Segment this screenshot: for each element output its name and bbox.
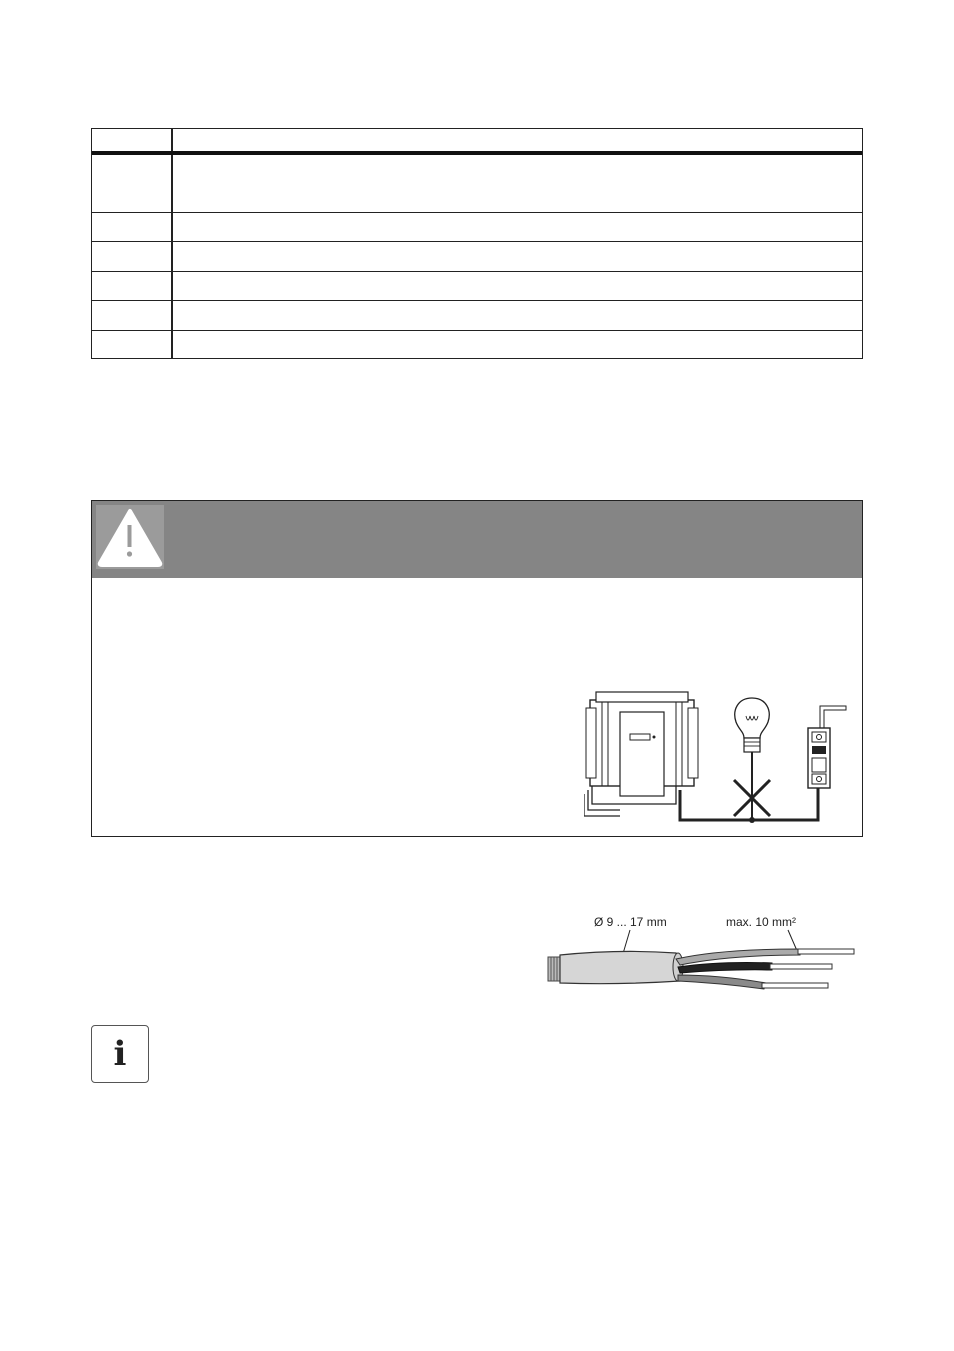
lamp-illustration bbox=[734, 698, 770, 823]
wiring-illustration bbox=[584, 686, 852, 826]
info-glyph: i bbox=[113, 1034, 127, 1074]
table-row bbox=[92, 272, 862, 301]
warning-triangle-icon bbox=[96, 505, 164, 569]
circuit-breaker-illustration bbox=[808, 706, 846, 788]
warning-box bbox=[91, 500, 863, 837]
info-icon bbox=[91, 1025, 149, 1083]
table-row bbox=[92, 331, 862, 358]
table-row bbox=[92, 159, 862, 213]
table-row bbox=[92, 301, 862, 331]
cable-illustration bbox=[540, 905, 860, 997]
table-header-row bbox=[92, 129, 862, 155]
cable-cross-section-label: max. 10 mm² bbox=[726, 915, 797, 929]
cable-diameter-label: Ø 9 ... 17 mm bbox=[594, 915, 667, 929]
table-row bbox=[92, 242, 862, 272]
table-row bbox=[92, 213, 862, 242]
warning-header-bar bbox=[92, 501, 862, 578]
specification-table bbox=[91, 128, 863, 359]
